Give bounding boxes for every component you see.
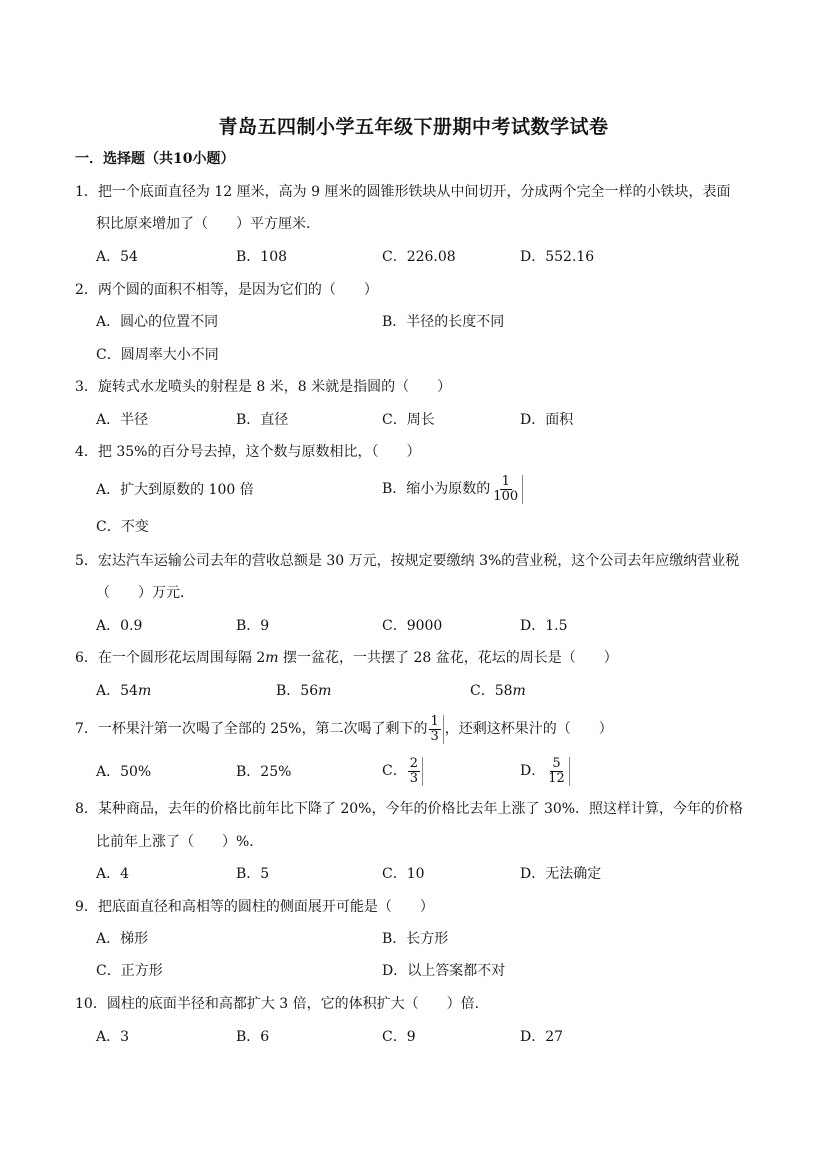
- option-b[interactable]: B．108: [236, 249, 288, 265]
- fraction-numerator: 5: [552, 755, 561, 771]
- option-d[interactable]: D．552.16: [520, 249, 595, 265]
- question-number: 9．: [75, 899, 98, 915]
- option-a[interactable]: A．圆心的位置不同: [96, 314, 219, 330]
- option-a[interactable]: [96, 681, 151, 701]
- question-1: [75, 182, 765, 202]
- option-d[interactable]: [520, 752, 571, 790]
- question-text: 旋转式水龙喷头的射程是 8 米，8 米就是指圆的（ ）: [97, 379, 452, 395]
- fraction-denominator: 3: [409, 770, 418, 786]
- question-text: 把 35%的百分号去掉，这个数与原数相比，（ ）: [97, 444, 421, 460]
- question-text-continued: （ ）万元．: [96, 585, 194, 601]
- question-text: 一杯果汁第一次喝了全部的 25%，第二次喝了剩下的: [97, 721, 428, 737]
- question-number: 4．: [75, 444, 98, 460]
- option-c[interactable]: C．226.08: [382, 249, 456, 265]
- question-number: 5．: [75, 553, 98, 569]
- question-6: [75, 648, 765, 668]
- option-c[interactable]: C．周长: [382, 412, 435, 428]
- question-text: 在一个圆形花坛周围每隔 2: [97, 650, 266, 666]
- question-5: [75, 551, 765, 571]
- question-number: 3．: [75, 379, 98, 395]
- question-2: [75, 280, 765, 300]
- option-c[interactable]: [470, 681, 526, 701]
- option-c[interactable]: C．正方形: [96, 963, 163, 979]
- option-b[interactable]: B．直径: [236, 412, 289, 428]
- option-a[interactable]: A．0.9: [96, 618, 143, 634]
- option-a[interactable]: A．梯形: [96, 931, 149, 947]
- question-7: [75, 710, 765, 748]
- option-a[interactable]: A．50%: [96, 764, 152, 780]
- option-d[interactable]: D．无法确定: [520, 866, 602, 882]
- question-text-rest: 摆一盆花，一共摆了 28 盆花，花坛的周长是（ ）: [278, 650, 618, 666]
- option-d[interactable]: D．27: [520, 1029, 564, 1045]
- option-a[interactable]: A．扩大到原数的 100 倍: [96, 482, 254, 498]
- fraction: [546, 757, 570, 786]
- section-heading: 一．选择题（共10小题）: [75, 151, 235, 167]
- question-number: 7．: [75, 721, 98, 737]
- question-number: 10．: [75, 996, 107, 1012]
- unit-text: m: [265, 650, 279, 666]
- option-c[interactable]: [382, 752, 424, 790]
- option-a[interactable]: A．54: [96, 249, 138, 265]
- question-text: 把一个底面直径为 12 厘米，高为 9 厘米的圆锥形铁块从中间切开，分成两个完全一样的小铁块，表面: [97, 184, 731, 200]
- option-c-text: C．58: [470, 683, 513, 699]
- option-a[interactable]: A．3: [96, 1029, 130, 1045]
- option-d[interactable]: D．面积: [520, 412, 574, 428]
- option-d[interactable]: D．1.5: [520, 618, 568, 634]
- fraction-numerator: 1: [501, 473, 510, 489]
- fraction: [408, 757, 423, 786]
- option-b[interactable]: [276, 681, 331, 701]
- question-text-continued: 比前年上涨了（ ）%．: [96, 834, 264, 850]
- option-b[interactable]: B．25%: [236, 764, 292, 780]
- question-text: 两个圆的面积不相等，是因为它们的（ ）: [97, 282, 378, 298]
- option-b[interactable]: [382, 470, 524, 508]
- option-d[interactable]: D．以上答案都不对: [382, 963, 506, 979]
- option-b[interactable]: B．9: [236, 618, 270, 634]
- option-b[interactable]: B．6: [236, 1029, 270, 1045]
- fraction-numerator: 2: [409, 755, 418, 771]
- option-c[interactable]: C．10: [382, 866, 425, 882]
- option-c[interactable]: C．圆周率大小不同: [96, 347, 219, 363]
- option-d-text: D．: [520, 763, 546, 779]
- unit-text: m: [512, 683, 526, 699]
- fraction-numerator: 1: [430, 713, 439, 729]
- fraction: [491, 475, 523, 504]
- option-c[interactable]: C．不变: [96, 519, 149, 535]
- unit-text: m: [318, 683, 332, 699]
- question-number: 8．: [75, 801, 98, 817]
- page-title: 青岛五四制小学五年级下册期中考试数学试卷: [218, 116, 609, 138]
- question-text: 圆柱的底面半径和高都扩大 3 倍，它的体积扩大（ ）倍．: [106, 996, 489, 1012]
- question-number: 1．: [75, 184, 98, 200]
- question-text: 把底面直径和高相等的圆柱的侧面展开可能是（ ）: [97, 899, 434, 915]
- option-c[interactable]: C．9: [382, 1029, 416, 1045]
- question-3: [75, 377, 765, 397]
- option-b-text: B．缩小为原数的: [382, 481, 491, 497]
- fraction: [429, 715, 444, 744]
- question-9: [75, 897, 765, 917]
- question-number: 6．: [75, 650, 98, 666]
- question-text: 某种商品，去年的价格比前年比下降了 20%，今年的价格比去年上涨了 30%．照这样计算，今年的价格: [97, 801, 744, 817]
- question-number: 2．: [75, 282, 98, 298]
- option-b[interactable]: B．5: [236, 866, 270, 882]
- option-c[interactable]: C．9000: [382, 618, 443, 634]
- question-10: [75, 994, 765, 1014]
- question-8: [75, 799, 765, 819]
- option-a[interactable]: A．半径: [96, 412, 149, 428]
- option-b[interactable]: B．半径的长度不同: [382, 314, 505, 330]
- unit-text: m: [137, 683, 152, 699]
- question-4: [75, 442, 765, 462]
- option-b[interactable]: B．长方形: [382, 931, 449, 947]
- fraction-denominator: 3: [430, 728, 439, 744]
- option-b-text: B．56: [276, 683, 319, 699]
- option-c-text: C．: [382, 763, 407, 779]
- option-a[interactable]: A．4: [96, 866, 130, 882]
- question-text-continued: 积比原来增加了（ ）平方厘米．: [96, 216, 320, 232]
- question-text: 宏达汽车运输公司去年的营收总额是 30 万元，按规定要缴纳 3%的营业税，这个公司去年应缴纳营业税: [97, 553, 740, 569]
- fraction-denominator: 12: [548, 770, 565, 786]
- fraction-denominator: 100: [493, 488, 519, 504]
- option-a-text: A．54: [96, 683, 138, 699]
- question-text-rest: ，还剩这杯果汁的（ ）: [444, 721, 613, 737]
